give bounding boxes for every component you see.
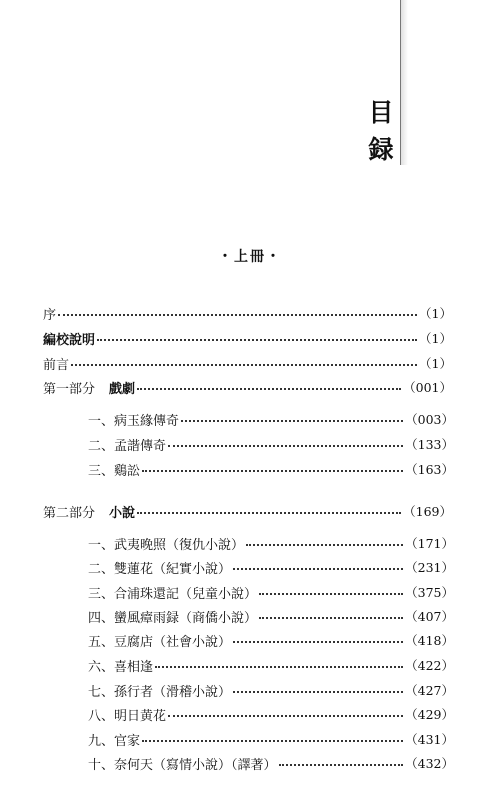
- dot-leader: [155, 666, 403, 668]
- dot-leader: [233, 641, 403, 643]
- toc-entry-label: 九、官家: [88, 733, 141, 749]
- dot-leader: [181, 420, 403, 422]
- toc-entry: [88, 533, 454, 553]
- toc-entry-page: （1）: [419, 331, 452, 346]
- dot-leader: [71, 364, 417, 366]
- toc-entry-page: （1）: [419, 356, 452, 371]
- part-title: 小說: [109, 505, 136, 521]
- dot-leader: [142, 740, 403, 742]
- toc-entry-label: 四、蠻風瘴雨録（商僑小說）: [88, 610, 258, 626]
- toc-entry-label: 七、孫行者（滑稽小說）: [88, 684, 232, 700]
- toc-entry: [88, 557, 454, 577]
- toc-entry-label: 八、明日黄花: [88, 708, 167, 724]
- dot-leader: [168, 715, 403, 717]
- toc-entry-page: （375）: [405, 585, 454, 600]
- toc-entry: [88, 606, 454, 626]
- toc-entry-page: （133）: [405, 437, 454, 452]
- page-edge-shadow: [401, 0, 408, 165]
- dot-leader: [259, 593, 403, 595]
- dot-leader: [168, 445, 403, 447]
- toc-entry: [88, 434, 454, 454]
- toc-entry: [88, 459, 454, 479]
- toc-entry: [88, 704, 454, 724]
- toc-entry-page: （431）: [405, 732, 454, 747]
- toc-entry-page: （163）: [405, 462, 454, 477]
- dot-leader: [142, 470, 403, 472]
- page-title: [366, 94, 396, 168]
- toc-entry-page: （171）: [405, 536, 454, 551]
- volume-heading: ・上冊・: [218, 249, 282, 265]
- toc-entry-label: 三、鷄訟: [88, 463, 141, 479]
- toc-entry: [88, 409, 454, 429]
- dot-leader: [233, 691, 403, 693]
- toc-entry-page: （427）: [405, 683, 454, 698]
- title-char-2: 録: [368, 135, 394, 164]
- part-title: 戲劇: [109, 381, 136, 397]
- toc-entry: [88, 582, 454, 602]
- toc-entry: [88, 753, 454, 773]
- dot-leader: [137, 512, 401, 514]
- dot-leader: [137, 388, 401, 390]
- toc-entry: [88, 680, 454, 700]
- toc-entry-label: 十、奈何天（寫情小說）（譯著）: [88, 757, 277, 773]
- toc-part-1: [43, 377, 452, 397]
- toc-entry-label: 三、合浦珠還記（兒童小說）: [88, 586, 258, 602]
- toc-part-2: [43, 501, 452, 521]
- toc-entry-label: 編校說明: [43, 332, 96, 348]
- toc-entry-page: （1）: [419, 306, 452, 321]
- toc-entry-page: （231）: [405, 560, 454, 575]
- toc-entry: [88, 655, 454, 675]
- dot-leader: [246, 544, 403, 546]
- toc-entry: [88, 729, 454, 749]
- dot-leader: [58, 314, 417, 316]
- toc-entry-foreword: [43, 353, 452, 373]
- toc-entry-preface: [43, 303, 452, 323]
- part-number: 第二部分: [43, 505, 96, 521]
- title-char-1: 目: [368, 98, 394, 127]
- toc-entry-label: 六、喜相逢: [88, 659, 154, 675]
- toc-entry-label: 五、豆腐店（社會小說）: [88, 634, 232, 650]
- toc-entry-page: （001）: [403, 380, 452, 395]
- toc-part-label: [43, 502, 135, 521]
- toc-entry-page: （003）: [405, 412, 454, 427]
- toc-part-label: [43, 378, 135, 397]
- toc-entry: [88, 630, 454, 650]
- dot-leader: [97, 339, 417, 341]
- toc-entry-page: （422）: [405, 658, 454, 673]
- toc-entry-page: （169）: [403, 504, 452, 519]
- toc-entry-page: （418）: [405, 633, 454, 648]
- toc-entry-label: 序: [43, 307, 57, 323]
- toc-entry-label: 二、孟諧傳奇: [88, 438, 167, 454]
- toc-entry-editorial-note: [43, 328, 452, 348]
- dot-leader: [233, 568, 403, 570]
- toc-entry-label: 一、武夷晚照（復仇小說）: [88, 537, 245, 553]
- dot-leader: [279, 764, 404, 766]
- dot-leader: [259, 617, 403, 619]
- toc-entry-label: 一、病玉緣傳奇: [88, 413, 180, 429]
- toc-entry-page: （432）: [405, 756, 454, 771]
- toc-entry-label: 二、雙蓮花（紀實小說）: [88, 561, 232, 577]
- part-number: 第一部分: [43, 381, 96, 397]
- toc-entry-page: （429）: [405, 707, 454, 722]
- toc-entry-label: 前言: [43, 357, 70, 373]
- toc-entry-page: （407）: [405, 609, 454, 624]
